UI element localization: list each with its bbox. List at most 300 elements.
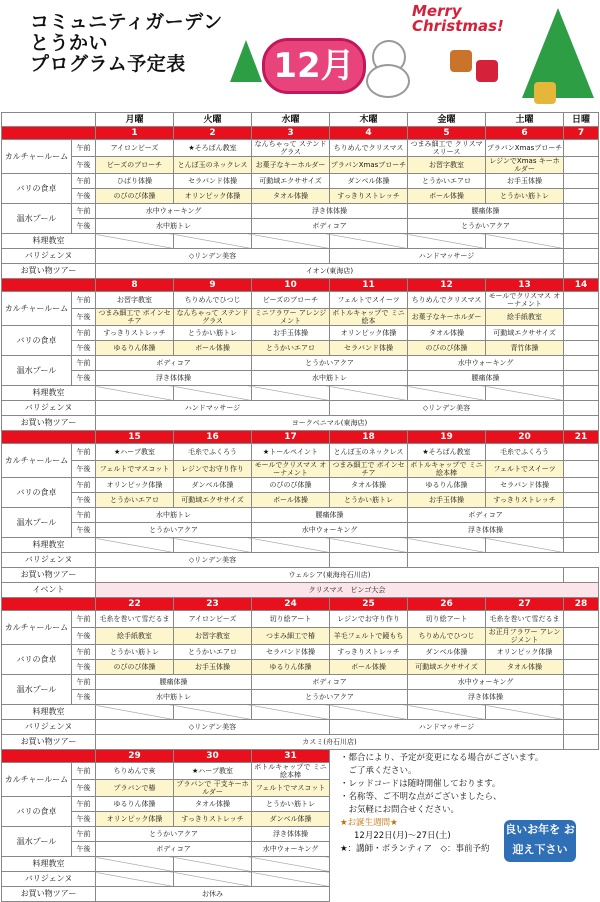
- shopping-row-value: イオン(東海店): [96, 264, 564, 279]
- program-cell: お習字教室: [96, 292, 174, 309]
- date-number: 24: [252, 598, 330, 611]
- category-label: お買い物ツアー: [2, 887, 96, 902]
- title-line-2: とうかい: [30, 32, 109, 54]
- date-number: 5: [408, 127, 486, 140]
- pool-program: 水中ウォーキング: [408, 675, 564, 690]
- title-line-1: コミュニティガーデン: [30, 11, 223, 33]
- date-number: 10: [252, 279, 330, 292]
- sunday-closed: [564, 189, 599, 204]
- time-slot-label: 午後: [72, 189, 96, 204]
- category-label: 料理教室: [2, 234, 96, 249]
- program-cell: ちりめんでひつじ: [408, 628, 486, 645]
- time-slot-label: 午前: [72, 478, 96, 493]
- sunday-closed: [564, 690, 599, 705]
- date-number: 8: [96, 279, 174, 292]
- note-line: ご了承ください。: [340, 766, 417, 776]
- no-program: [96, 857, 174, 872]
- program-cell: 可動域エクササイズ: [252, 174, 330, 189]
- sunday-closed: [564, 371, 599, 386]
- time-slot-label: 午前: [72, 763, 96, 780]
- time-slot-label: 午前: [72, 140, 96, 157]
- schedule-row: [2, 478, 599, 493]
- barijennu-row: [2, 872, 599, 887]
- pool-program: ボディコア: [408, 508, 564, 523]
- date-row: [2, 127, 599, 140]
- pool-program: ボディコア: [252, 219, 408, 234]
- sunday-closed: [564, 735, 599, 750]
- time-slot-label: 午前: [72, 292, 96, 309]
- no-program: [96, 872, 174, 887]
- shopping-row: [2, 568, 599, 583]
- schedule-row: [2, 660, 599, 675]
- pool-row: [2, 219, 599, 234]
- date-number: 29: [96, 750, 174, 763]
- pool-program: 水中ウォーキング: [408, 356, 564, 371]
- program-cell: お習字教室: [174, 628, 252, 645]
- time-slot-label: 午前: [72, 797, 96, 812]
- category-label: 料理教室: [2, 705, 96, 720]
- pool-program: 水中筋トレ: [252, 371, 408, 386]
- schedule-row: [2, 628, 599, 645]
- event-value: クリスマス ビンゴ大会: [96, 583, 599, 598]
- program-cell: ボトルキャップで ミニ絵本: [330, 309, 408, 326]
- date-number: 16: [174, 431, 252, 444]
- category-label: バリの食卓: [2, 797, 72, 827]
- cooking-row: [2, 234, 599, 249]
- sunday-closed: [330, 553, 408, 568]
- date-number: 13: [486, 279, 564, 292]
- program-cell: とうかい筋トレ: [252, 797, 330, 812]
- date-number: 18: [330, 431, 408, 444]
- program-cell: とうかい筋トレ: [96, 645, 174, 660]
- program-cell: 可動域エクササイズ: [486, 326, 564, 341]
- category-label: 料理教室: [2, 538, 96, 553]
- shopping-row: [2, 735, 599, 750]
- sunday-closed: [564, 538, 599, 553]
- reindeer-icon: [450, 50, 472, 72]
- pool-program: 腰痛体操: [408, 204, 564, 219]
- sunday-closed: [564, 568, 599, 583]
- sunday-closed: [564, 675, 599, 690]
- program-cell: とうかい筋トレ: [174, 326, 252, 341]
- legend: ★：講師・ボランティア ◇：事前予約: [340, 844, 490, 854]
- category-label: 料理教室: [2, 857, 96, 872]
- pool-program: とうかいアクア: [252, 356, 408, 371]
- barijennu-row: [2, 553, 599, 568]
- program-cell: すっきりストレッチ: [486, 493, 564, 508]
- date-number: 27: [486, 598, 564, 611]
- category-label: バリの食卓: [2, 174, 72, 204]
- time-slot-label: 午後: [72, 493, 96, 508]
- event-row: [2, 583, 599, 598]
- pool-program: ボディコア: [96, 842, 252, 857]
- page-title: [30, 12, 223, 75]
- program-cell: とんぼ玉のネックレス: [174, 157, 252, 174]
- program-cell: ★そろばん教室: [174, 140, 252, 157]
- category-label: お買い物ツアー: [2, 735, 96, 750]
- date-row-spacer: [2, 431, 96, 444]
- program-cell: オリンピック体操: [486, 645, 564, 660]
- category-label: カルチャールーム: [2, 611, 72, 645]
- sunday-closed: [564, 401, 599, 416]
- time-slot-label: 午前: [72, 204, 96, 219]
- barijennu-row: [2, 720, 599, 735]
- category-label: バリジェンヌ: [2, 553, 96, 568]
- sunday-closed: [564, 705, 599, 720]
- shopping-row-value: お休み: [96, 887, 330, 902]
- date-number: 2: [174, 127, 252, 140]
- sunday-closed: [564, 660, 599, 675]
- program-cell: オリンピック体操: [330, 326, 408, 341]
- schedule-row: [2, 444, 599, 461]
- program-cell: 毛糸を巻いて雪だるま: [96, 611, 174, 628]
- date-row: [2, 279, 599, 292]
- note-line: ・名称等、ご不明な点がございましたら、: [340, 792, 502, 802]
- no-program: [330, 705, 408, 720]
- program-cell: なんちゃって ステンドグラス: [252, 140, 330, 157]
- program-cell: ダンベル体操: [330, 174, 408, 189]
- sunday-closed: [564, 204, 599, 219]
- program-cell: ボトルキャップで ミニ絵本棒: [408, 461, 486, 478]
- note-line: お気軽にお問合せください。: [340, 805, 460, 815]
- pool-program: 浮き体体操: [252, 827, 330, 842]
- program-cell: 毛糸でふくろう: [174, 444, 252, 461]
- no-program: [252, 386, 330, 401]
- sunday-closed: [564, 508, 599, 523]
- category-label: バリジェンヌ: [2, 401, 96, 416]
- no-program: [174, 872, 252, 887]
- program-cell: お菓子なキーホルダー: [408, 309, 486, 326]
- program-cell: ダンベル体操: [252, 812, 330, 827]
- date-number: 15: [96, 431, 174, 444]
- program-cell: とうかいエアロ: [96, 493, 174, 508]
- program-cell: ゆるりん体操: [96, 341, 174, 356]
- category-label: お買い物ツアー: [2, 568, 96, 583]
- no-program: [174, 857, 252, 872]
- program-cell: ダンベル体操: [174, 478, 252, 493]
- program-cell: のびのび体操: [252, 478, 330, 493]
- time-slot-label: 午後: [72, 309, 96, 326]
- category-label: 温水プール: [2, 356, 72, 386]
- program-cell: すっきりストレッチ: [330, 645, 408, 660]
- program-cell: 毛糸でふくろう: [486, 444, 564, 461]
- program-cell: すっきりストレッチ: [330, 189, 408, 204]
- category-label: バリジェンヌ: [2, 720, 96, 735]
- sunday-closed: [564, 611, 599, 628]
- barijennu-row: [2, 249, 599, 264]
- category-label: 温水プール: [2, 204, 72, 234]
- new-year-badge: 良いお年を お迎え下さい: [504, 820, 576, 862]
- program-cell: セラバンド体操: [174, 174, 252, 189]
- month-badge: 12月: [262, 38, 366, 94]
- program-cell: ちりめんでひつじ: [174, 292, 252, 309]
- date-number: 3: [252, 127, 330, 140]
- pool-program: 腰痛体操: [96, 675, 252, 690]
- program-cell: オリンピック体操: [96, 812, 174, 827]
- program-cell: ゆるりん体操: [96, 797, 174, 812]
- category-label: カルチャールーム: [2, 444, 72, 478]
- program-cell: オリンピック体操: [96, 478, 174, 493]
- snowman-body-icon: [366, 64, 410, 98]
- cooking-row: [2, 705, 599, 720]
- no-program: [408, 386, 486, 401]
- pool-program: ボディコア: [96, 356, 252, 371]
- sunday-closed: [564, 461, 599, 478]
- schedule-row: [2, 174, 599, 189]
- day-header: 月曜: [96, 113, 174, 127]
- note-line: ・都合により、予定が変更になる場合がございます。: [340, 753, 544, 763]
- program-cell: フェルトでスイーツ: [486, 461, 564, 478]
- time-slot-label: 午前: [72, 827, 96, 842]
- sunday-closed: [564, 341, 599, 356]
- sunday-closed: [564, 720, 599, 735]
- sunday-closed: [564, 157, 599, 174]
- sunday-closed: [564, 493, 599, 508]
- barijennu-program: ハンドマッサージ: [330, 249, 564, 264]
- program-cell: ゆるりん体操: [252, 660, 330, 675]
- no-program: [408, 538, 486, 553]
- big-christmas-tree-icon: [522, 8, 594, 98]
- no-program: [174, 705, 252, 720]
- program-cell: プラバンXmasブローチ: [330, 157, 408, 174]
- sunday-closed: [564, 416, 599, 431]
- shopping-row: [2, 264, 599, 279]
- program-cell: のびのび体操: [96, 660, 174, 675]
- program-cell: タオル体操: [174, 797, 252, 812]
- program-cell: オリンピック体操: [174, 189, 252, 204]
- program-cell: モールでクリスマス オーナメント: [486, 292, 564, 309]
- date-number: 12: [408, 279, 486, 292]
- date-number: 23: [174, 598, 252, 611]
- sunday-closed: [564, 326, 599, 341]
- pool-program: 浮き体体操: [408, 523, 564, 538]
- program-cell: フェルトでスイーツ: [330, 292, 408, 309]
- time-slot-label: 午前: [72, 611, 96, 628]
- shopping-row: [2, 416, 599, 431]
- date-number: 28: [564, 598, 599, 611]
- program-cell: アイロンビーズ: [174, 611, 252, 628]
- program-cell: タオル体操: [486, 660, 564, 675]
- sunday-closed: [564, 292, 599, 309]
- title-line-3: プログラム予定表: [30, 53, 186, 75]
- schedule-row: [2, 461, 599, 478]
- sunday-closed: [564, 140, 599, 157]
- category-label: 温水プール: [2, 827, 72, 857]
- program-cell: ビーズのブローチ: [252, 292, 330, 309]
- program-cell: レジンでXmas キーホルダー: [486, 157, 564, 174]
- shopping-row-value: ヨークベニマル(東海店): [96, 416, 564, 431]
- time-slot-label: 午後: [72, 842, 96, 857]
- program-cell: フェルトでマスコット: [252, 780, 330, 797]
- merry-christmas-logo: Merry Christmas!: [412, 2, 504, 35]
- program-cell: とうかいエアロ: [174, 645, 252, 660]
- program-cell: お手玉体操: [252, 326, 330, 341]
- day-header: 木曜: [330, 113, 408, 127]
- program-cell: のびのび体操: [408, 341, 486, 356]
- no-program: [174, 538, 252, 553]
- date-number: 4: [330, 127, 408, 140]
- program-cell: すっきりストレッチ: [174, 812, 252, 827]
- program-cell: レジンでお守り作り: [330, 611, 408, 628]
- program-cell: お手玉体操: [174, 660, 252, 675]
- note-line: ・レッドコードは随時開催しております。: [340, 779, 501, 789]
- program-cell: つまみ細工で ボインセチア: [330, 461, 408, 478]
- program-cell: すっきりストレッチ: [96, 326, 174, 341]
- category-label: 料理教室: [2, 386, 96, 401]
- time-slot-label: 午後: [72, 812, 96, 827]
- no-program: [408, 234, 486, 249]
- program-cell: ゆるりん体操: [408, 478, 486, 493]
- header-row: [2, 113, 599, 127]
- cooking-row: [2, 386, 599, 401]
- program-cell: プラバンXmasブローチ: [486, 140, 564, 157]
- program-cell: ちりめんでクリスマス: [408, 292, 486, 309]
- program-cell: タオル体操: [252, 189, 330, 204]
- sunday-closed: [564, 444, 599, 461]
- no-program: [96, 234, 174, 249]
- program-cell: とうかいエアロ: [252, 341, 330, 356]
- present-icon: [534, 82, 556, 104]
- pool-program: とうかいアクア: [96, 523, 252, 538]
- pool-row: [2, 690, 599, 705]
- date-number: 21: [564, 431, 599, 444]
- time-slot-label: 午前: [72, 675, 96, 690]
- sunday-closed: [564, 249, 599, 264]
- program-cell: ★トールペイント: [252, 444, 330, 461]
- time-slot-label: 午前: [72, 174, 96, 189]
- program-cell: とんぼ玉のネックレス: [330, 444, 408, 461]
- schedule-row: [2, 493, 599, 508]
- program-cell: とうかい筋トレ: [486, 189, 564, 204]
- schedule-row: [2, 611, 599, 628]
- date-number: 22: [96, 598, 174, 611]
- date-number: 7: [564, 127, 599, 140]
- no-program: [174, 234, 252, 249]
- time-slot-label: 午前: [72, 326, 96, 341]
- date-number: 9: [174, 279, 252, 292]
- category-label: バリの食卓: [2, 645, 72, 675]
- pool-program: とうかいアクア: [252, 690, 408, 705]
- barijennu-program: ハンドマッサージ: [330, 720, 564, 735]
- category-label: お買い物ツアー: [2, 416, 96, 431]
- day-header: 土曜: [486, 113, 564, 127]
- date-row-spacer: [2, 279, 96, 292]
- no-program: [96, 386, 174, 401]
- barijennu-program: ◇リンデン美容: [96, 249, 330, 264]
- day-header: 火曜: [174, 113, 252, 127]
- pool-row: [2, 523, 599, 538]
- sunday-closed: [564, 234, 599, 249]
- program-cell: ボトルキャップで ミニ絵本棒: [252, 763, 330, 780]
- barijennu-program: ◇リンデン美容: [96, 553, 330, 568]
- time-slot-label: 午前: [72, 645, 96, 660]
- pool-program: 水中ウォーキング: [96, 204, 252, 219]
- no-program: [252, 872, 330, 887]
- pool-program: 腰痛体操: [252, 508, 408, 523]
- date-number: 19: [408, 431, 486, 444]
- date-number: 20: [486, 431, 564, 444]
- time-slot-label: 午後: [72, 628, 96, 645]
- program-cell: ボール体操: [252, 493, 330, 508]
- pool-program: 水中ウォーキング: [252, 842, 330, 857]
- program-cell: とうかい筋トレ: [330, 493, 408, 508]
- pool-row: [2, 371, 599, 386]
- birthday-title: ★お誕生週間★: [340, 818, 398, 828]
- date-row: [2, 431, 599, 444]
- shopping-row-value: カスミ(舟石川店): [96, 735, 564, 750]
- date-number: 14: [564, 279, 599, 292]
- barijennu-program: ◇リンデン美容: [96, 720, 330, 735]
- program-cell: セラバンド体操: [252, 645, 330, 660]
- program-cell: ボール体操: [408, 189, 486, 204]
- birthday-dates: 12月22日(月)～27日(土): [354, 831, 451, 841]
- pool-row: [2, 204, 599, 219]
- pool-program: とうかいアクア: [96, 827, 252, 842]
- schedule-row: [2, 189, 599, 204]
- program-cell: つまみ細工で椿: [252, 628, 330, 645]
- date-row: [2, 598, 599, 611]
- sunday-closed: [564, 478, 599, 493]
- program-cell: つまみ細工で ボインセチア: [96, 309, 174, 326]
- category-label: 温水プール: [2, 675, 72, 705]
- no-program: [96, 705, 174, 720]
- pool-program: 水中ウォーキング: [252, 523, 408, 538]
- program-cell: レジンでお守り作り: [174, 461, 252, 478]
- program-cell: セラバンド体操: [486, 478, 564, 493]
- pool-program: 浮き体体操: [252, 204, 408, 219]
- pool-program: 浮き体体操: [96, 371, 252, 386]
- program-cell: 羊毛フェルトで鏡もち: [330, 628, 408, 645]
- sunday-closed: [564, 523, 599, 538]
- sunday-closed: [564, 386, 599, 401]
- day-header: 日曜: [564, 113, 599, 127]
- program-cell: お正月フラワー アレンジメント: [486, 628, 564, 645]
- time-slot-label: 午前: [72, 444, 96, 461]
- program-cell: ボール体操: [330, 660, 408, 675]
- no-program: [96, 538, 174, 553]
- blank-area: [330, 872, 599, 887]
- program-cell: アイロンビーズ: [96, 140, 174, 157]
- date-row-spacer: [2, 127, 96, 140]
- date-number: 25: [330, 598, 408, 611]
- blank-area: [330, 887, 599, 902]
- schedule-row: [2, 326, 599, 341]
- sunday-closed: [564, 219, 599, 234]
- cooking-row: [2, 538, 599, 553]
- christmas-tree-icon: [230, 40, 262, 82]
- no-program: [252, 538, 330, 553]
- program-cell: フェルトでマスコット: [96, 461, 174, 478]
- program-cell: 青竹体操: [486, 341, 564, 356]
- day-header: 水曜: [252, 113, 330, 127]
- program-cell: お手玉体操: [408, 493, 486, 508]
- program-cell: 切り絵アート: [252, 611, 330, 628]
- program-cell: お手玉体操: [486, 174, 564, 189]
- program-cell: ダンベル体操: [408, 645, 486, 660]
- category-label: カルチャールーム: [2, 140, 72, 174]
- program-cell: ミニフラワー アレンジメント: [252, 309, 330, 326]
- time-slot-label: 午後: [72, 780, 96, 797]
- no-program: [408, 705, 486, 720]
- program-cell: 可動域エクササイズ: [408, 660, 486, 675]
- pool-program: ボディコア: [252, 675, 408, 690]
- pool-program: とうかいアクア: [408, 219, 564, 234]
- date-number: 26: [408, 598, 486, 611]
- category-label: バリジェンヌ: [2, 872, 96, 887]
- program-cell: ★ハーブ教室: [174, 763, 252, 780]
- category-label: バリジェンヌ: [2, 249, 96, 264]
- shopping-row: [2, 887, 599, 902]
